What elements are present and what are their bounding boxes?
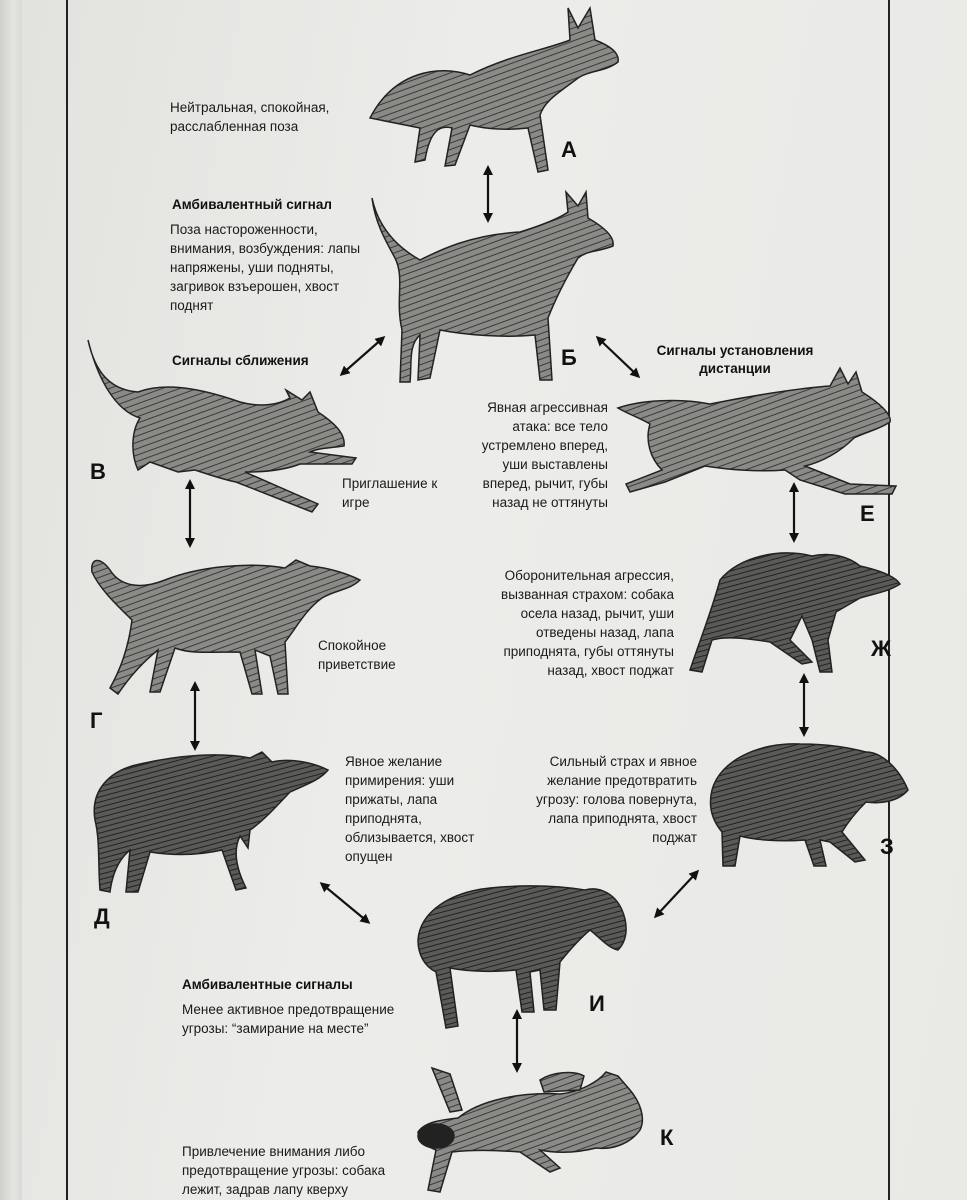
dog-illustration-b	[372, 192, 613, 382]
posture-letter-e: Е	[860, 501, 875, 526]
arrow-b-e	[598, 338, 638, 376]
posture-letter-g: Г	[90, 708, 103, 733]
caption-zh: Оборонительная агрессия, вызванная страхом: собака осела назад, рычит, уши отведены назад, лапа приподнята, губы оттянуты назад, хвост поджат	[501, 568, 674, 678]
dog-illustration-e	[618, 368, 896, 494]
heading-approach-signals: Сигналы сближения	[172, 353, 309, 368]
arrow-d-i	[322, 884, 368, 922]
dog-illustration-a	[370, 8, 618, 172]
heading-distance-signals: Сигналы установления дистанции	[656, 343, 814, 376]
posture-letter-b: Б	[561, 345, 577, 370]
heading-ambivalent-signals: Амбивалентные сигналы	[182, 977, 353, 992]
heading-ambivalent-signal: Амбивалентный сигнал	[172, 197, 332, 212]
caption-v: Приглашение к игре	[342, 476, 438, 510]
posture-letter-v: В	[90, 459, 106, 484]
caption-g: Спокойное приветствие	[318, 638, 396, 672]
posture-letter-i: И	[589, 991, 605, 1016]
posture-letter-zh: Ж	[871, 636, 891, 661]
caption-z: Сильный страх и явное желание предотвратить угрозу: голова повернута, лапа приподнята, хвост поджат	[536, 754, 697, 845]
dog-illustration-d	[94, 752, 328, 892]
caption-k: Привлечение внимания либо предотвращение угрозы: собака лежит, задрав лапу кверху	[182, 1144, 386, 1197]
posture-letter-k: К	[660, 1125, 674, 1150]
caption-i: Менее активное предотвращение угрозы: “замирание на месте”	[182, 1002, 395, 1036]
dog-illustration-k	[418, 1068, 642, 1192]
caption-e: Явная агрессивная атака: все тело устремлено вперед, уши выставлены вперед, рычит, губы назад не оттянуты	[481, 400, 608, 510]
dog-illustration-z	[710, 744, 908, 866]
caption-b: Поза настороженности, внимания, возбуждения: лапы напряжены, уши подняты, загривок взъерошен, хвост поднят	[170, 222, 361, 313]
caption-d: Явное желание примирения: уши прижаты, лапа приподнята, облизывается, хвост опущен	[345, 754, 475, 864]
caption-a: Нейтральная, спокойная, расслабленная поза	[170, 100, 330, 134]
arrow-z-i	[656, 872, 697, 916]
posture-letter-z: З	[880, 834, 894, 859]
posture-letter-a: А	[561, 137, 577, 162]
posture-letter-d: Д	[94, 904, 110, 929]
dog-illustration-zh	[690, 553, 900, 672]
